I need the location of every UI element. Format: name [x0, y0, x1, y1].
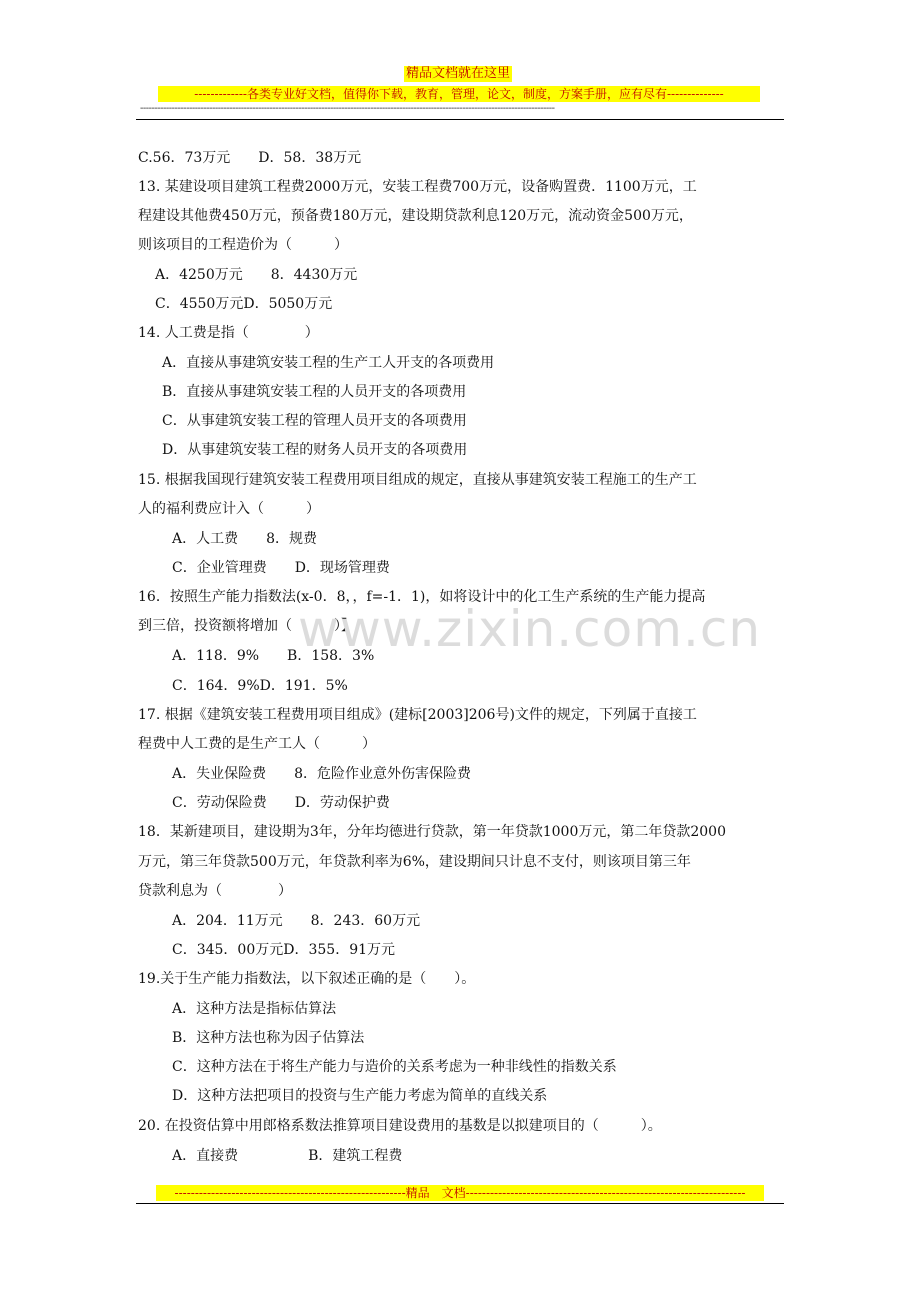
text-line: B．直接从事建筑安装工程的人员开支的各项费用 [162, 384, 467, 400]
text-line: 则该项目的工程造价为（ ） [138, 237, 348, 253]
text-line: 到三倍，投资额将增加（ ）】 [138, 618, 355, 634]
text-line: C．劳动保险费 D．劳动保护费 [172, 795, 390, 811]
watermark: www.zixin.com.cn [298, 600, 762, 658]
text-line: C．164．9%D．191．5% [172, 678, 348, 694]
text-line: A．4250万元 8．4430万元 [155, 267, 358, 283]
text-line: A．直接从事建筑安装工程的生产工人开支的各项费用 [162, 355, 495, 371]
text-line: 万元，第三年贷款500万元，年贷款利率为6%，建设期间只计息不支付，则该项目第三年 [138, 854, 691, 870]
text-line: A．204．11万元 8．243．60万元 [172, 913, 421, 929]
footer-bar: ---------------------------------------------------------精品 文档--------------------------------------------------------------------- [156, 1185, 764, 1201]
text-line: 程建设其他费450万元，预备费180万元，建设期贷款利息120万元，流动资金500万元， [138, 208, 693, 224]
header-rule [136, 119, 784, 120]
text-line: 19.关于生产能力指数法，以下叙述正确的是（ ）。 [138, 971, 476, 987]
text-line: C．企业管理费 D．现场管理费 [172, 560, 390, 576]
text-line: 程费中人工费的是生产工人（ ） [138, 736, 376, 752]
header-title: 精品文档就在这里 [406, 66, 511, 81]
text-line: D．从事建筑安装工程的财务人员开支的各项费用 [162, 442, 468, 458]
text-line: C．从事建筑安装工程的管理人员开支的各项费用 [162, 413, 467, 429]
header-dash-line: ------------------------------------------------------------------------------------------------------------------------------------------------ [140, 103, 555, 114]
text-line: 16．按照生产能力指数法(x-0．8，，f=-1．1)，如将设计中的化工生产系统的生产能力提高 [138, 589, 706, 605]
text-line: A．人工费 8．规费 [172, 531, 318, 547]
text-line: D．这种方法把项目的投资与生产能力考虑为简单的直线关系 [172, 1088, 548, 1104]
text-line: B．这种方法也称为因子估算法 [172, 1030, 365, 1046]
footer-rule [136, 1203, 784, 1204]
text-line: A．118．9% B．158．3% [172, 648, 375, 664]
text-line: A．失业保险费 8．危险作业意外伤害保险费 [172, 766, 472, 782]
text-line: C.56．73万元 D．58．38万元 [138, 150, 362, 166]
text-line: 17. 根据《建筑安装工程费用项目组成》(建标[2003]206号)文件的规定，下列属于直接工 [138, 707, 697, 723]
text-line: 18．某新建项目，建设期为3年，分年均德进行贷款，第一年贷款1000万元，第二年贷款2000 [138, 824, 726, 840]
text-line: 人的福利费应计入（ ） [138, 501, 320, 517]
text-line: 15. 根据我国现行建筑安装工程费用项目组成的规定，直接从事建筑安装工程施工的生产工 [138, 472, 697, 488]
text-line: 13. 某建设项目建筑工程费2000万元，安装工程费700万元，设备购置费．1100万元，工 [138, 179, 697, 195]
text-line: A．这种方法是指标估算法 [172, 1001, 337, 1017]
text-line: 贷款利息为（ ） [138, 883, 292, 899]
text-line: C．这种方法在于将生产能力与造价的关系考虑为一种非线性的指数关系 [172, 1059, 617, 1075]
text-line: 14. 人工费是指（ ） [138, 325, 319, 341]
text-line: A．直接费 B．建筑工程费 [172, 1148, 403, 1164]
text-line: C．4550万元D．5050万元 [155, 296, 333, 312]
text-line: C．345．00万元D．355．91万元 [172, 942, 396, 958]
header-subtitle: -------------各类专业好文档，值得你下载，教育，管理，论文，制度，方案手册，应有尽有-------------- [158, 86, 760, 102]
text-line: 20. 在投资估算中用郎格系数法推算项目建设费用的基数是以拟建项目的（ ）。 [138, 1118, 662, 1134]
